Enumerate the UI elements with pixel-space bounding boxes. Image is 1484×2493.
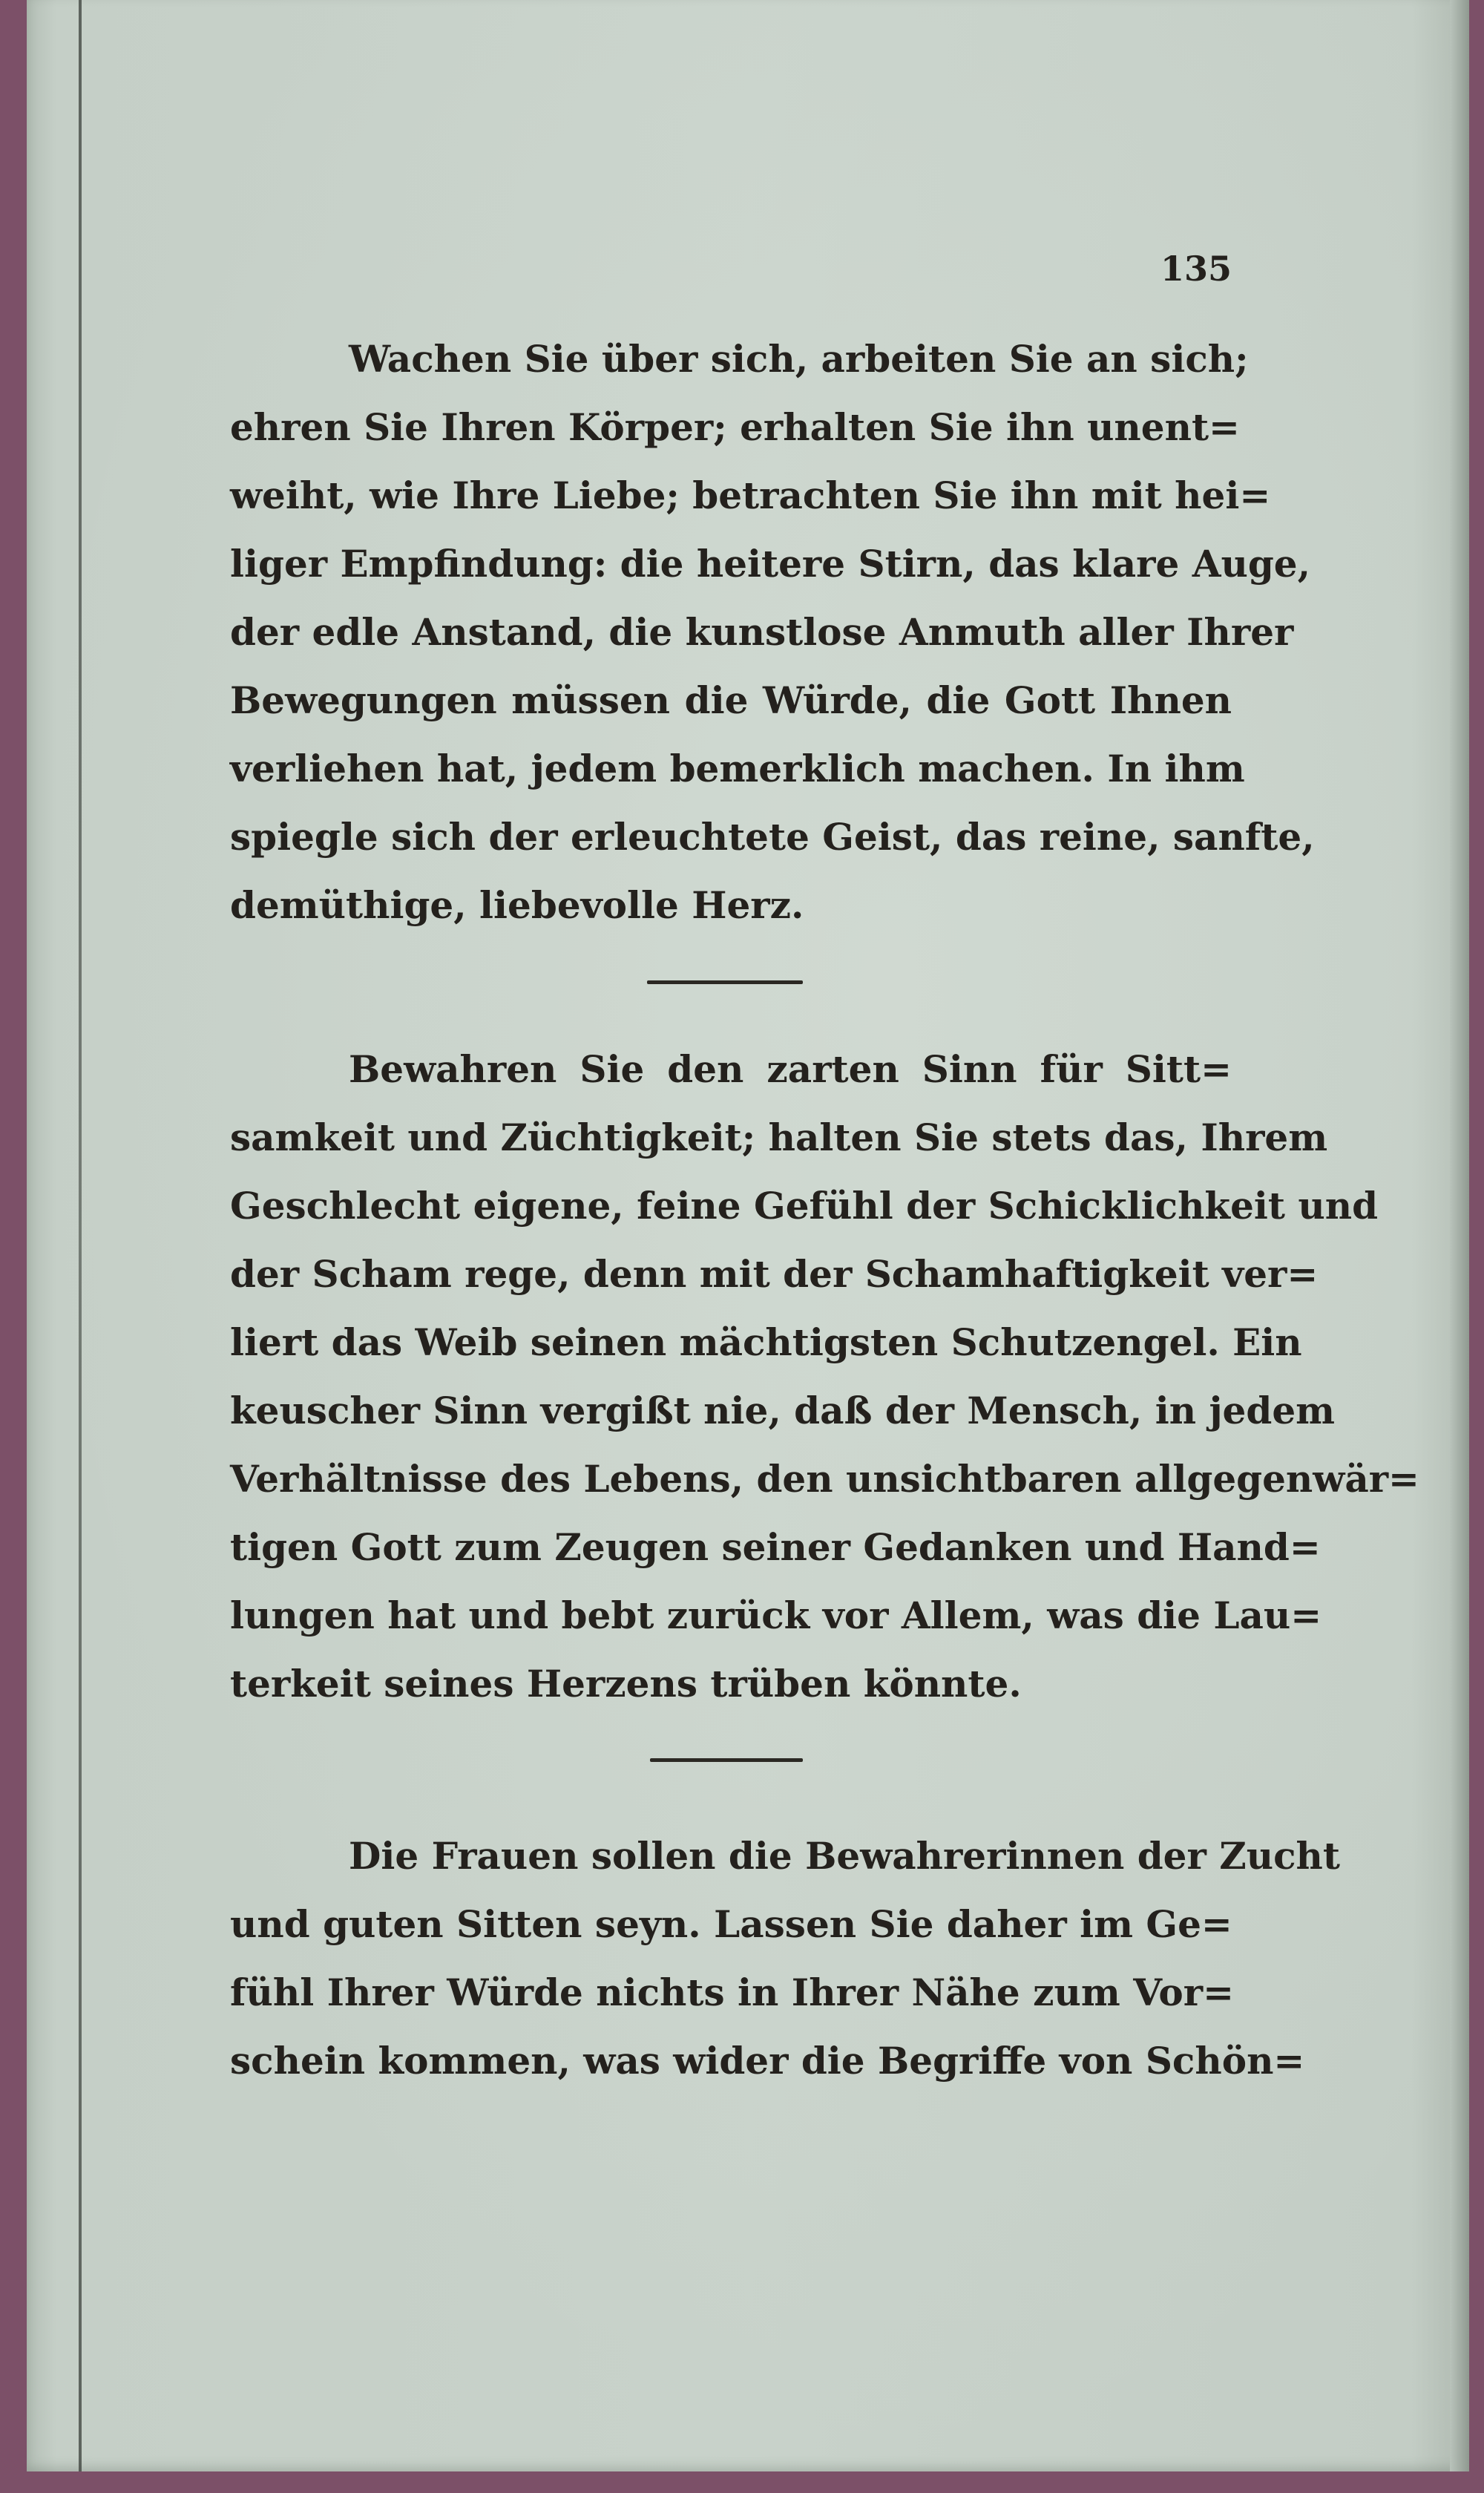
text-line: lungen hat und bebt zurück vor Allem, was die Lau=	[230, 1593, 1322, 1637]
text-line: tigen Gott zum Zeugen seiner Gedanken und Hand=	[230, 1525, 1321, 1569]
page-number: 135	[1160, 249, 1232, 289]
text-line: der edle Anstand, die kunstlose Anmuth aller Ihrer	[230, 610, 1294, 654]
text-line: Verhältnisse des Lebens, den unsichtbaren allgegenwär=	[230, 1457, 1419, 1501]
text-line: Bewahren Sie den zarten Sinn für Sitt=	[349, 1047, 1232, 1091]
text-line: spiegle sich der erleuchtete Geist, das reine, sanfte,	[230, 815, 1315, 859]
text-line: verliehen hat, jedem bemerklich machen. In ihm	[230, 747, 1245, 790]
text-line: keuscher Sinn vergißt nie, daß der Mensch, in jedem	[230, 1389, 1336, 1432]
text-line: weiht, wie Ihre Liebe; betrachten Sie ihn mit hei=	[230, 474, 1271, 517]
section-divider	[650, 1758, 803, 1762]
text-line: schein kommen, was wider die Begriffe von Schön=	[230, 2039, 1305, 2083]
text-line: Wachen Sie über sich, arbeiten Sie an sich;	[349, 337, 1249, 381]
text-line: demüthige, liebevolle Herz.	[230, 883, 804, 927]
text-line: fühl Ihrer Würde nichts in Ihrer Nähe zum Vor=	[230, 1971, 1234, 2014]
paragraph-3	[230, 1822, 1340, 2095]
text-line: terkeit seines Herzens trüben könnte.	[230, 1662, 1022, 1706]
text-line: Die Frauen sollen die Bewahrerinnen der Zucht	[349, 1834, 1340, 1878]
text-line: der Scham rege, denn mit der Schamhaftigkeit ver=	[230, 1252, 1319, 1296]
text-line: Geschlecht eigene, feine Gefühl der Schicklichkeit und	[230, 1184, 1379, 1228]
text-line: samkeit und Züchtigkeit; halten Sie stets das, Ihrem	[230, 1116, 1328, 1159]
paragraph-1	[230, 325, 1315, 940]
text-line: Bewegungen müssen die Würde, die Gott Ihnen	[230, 678, 1232, 722]
page-edge	[1450, 0, 1469, 2471]
binding-gutter	[79, 0, 82, 2471]
section-divider	[647, 980, 803, 984]
text-line: liger Empfindung: die heitere Stirn, das klare Auge,	[230, 542, 1311, 586]
text-line: und guten Sitten seyn. Lassen Sie daher im Ge=	[230, 1902, 1232, 1946]
text-line: ehren Sie Ihren Körper; erhalten Sie ihn unent=	[230, 405, 1240, 449]
text-line: liert das Weib seinen mächtigsten Schutzengel. Ein	[230, 1320, 1302, 1364]
paragraph-2	[230, 1035, 1419, 1718]
